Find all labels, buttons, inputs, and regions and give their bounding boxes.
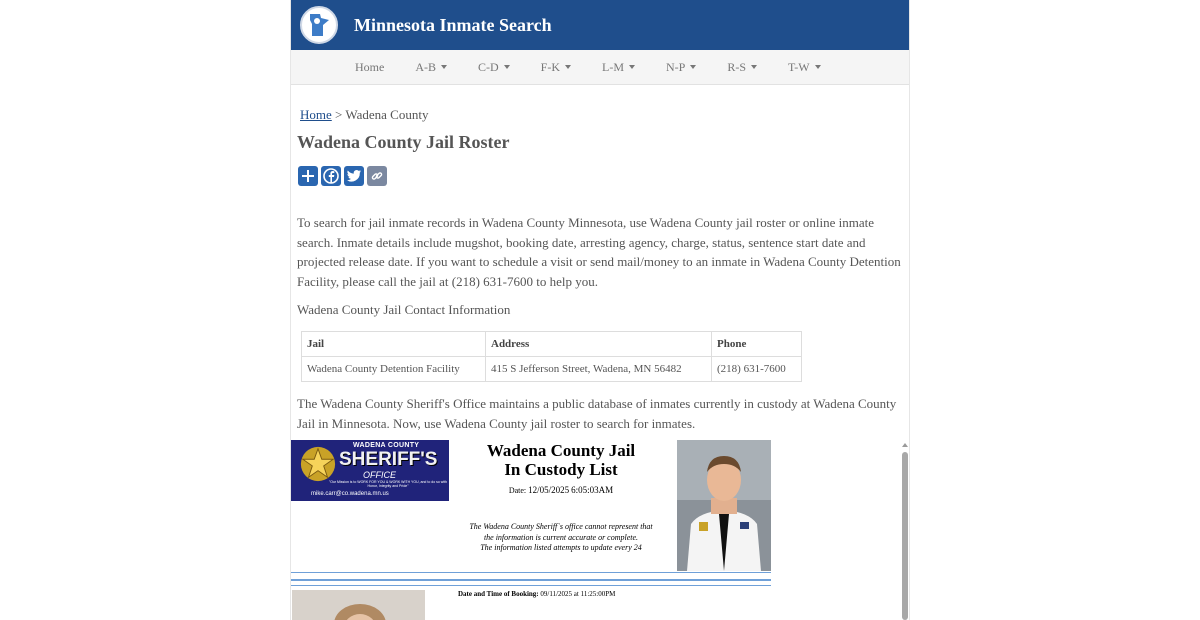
share-buttons xyxy=(298,166,390,186)
column-header-phone: Phone xyxy=(712,332,802,357)
badge-mission-text: "Our Mission is to WORK FOR YOU & WORK WITH YOU, and to do so with Honor, Integrity and Pride" xyxy=(329,480,448,488)
badge-county-text: WADENA COUNTY xyxy=(353,442,420,449)
breadcrumb xyxy=(300,107,428,123)
nav-item-l-m[interactable] xyxy=(602,60,635,75)
inmate-photo[interactable] xyxy=(292,590,425,620)
column-header-jail: Jail xyxy=(302,332,486,357)
minnesota-map-icon[interactable] xyxy=(300,6,338,44)
address-cell: 415 S Jefferson Street, Wadena, MN 56482 xyxy=(486,357,712,382)
twitter-icon[interactable] xyxy=(344,166,364,186)
sheriff-office-logo xyxy=(291,440,449,501)
disclaimer-line: The Wadena County Sheriff`s office cannot represent that xyxy=(469,522,653,531)
roster-date xyxy=(456,485,666,495)
caret-down-icon xyxy=(629,65,635,69)
nav-item-label: A-B xyxy=(415,59,436,74)
nav-item-a-b[interactable] xyxy=(415,60,447,75)
main-nav xyxy=(291,50,909,85)
contact-table xyxy=(301,331,802,382)
nav-item-label: C-D xyxy=(478,59,499,74)
intro-paragraph: To search for jail inmate records in Wadena County Minnesota, use Wadena County jail roster or online inmate search. Inmate details include mugshot, booking date, arresting agency, charge, status, sentence start date and projected release date. If you want to schedule a visit or send mail/money to an inmate in Wadena County Detention Facility, please call the jail at (218) 631-7600 to help you. xyxy=(297,215,901,289)
caret-down-icon xyxy=(441,65,447,69)
booking-value: 09/11/2025 at 11:25:00PM xyxy=(540,590,616,598)
facebook-icon[interactable] xyxy=(321,166,341,186)
sheriff-photo xyxy=(677,440,771,571)
time-value: 6:05:03AM xyxy=(571,485,614,495)
roster-title-line1: Wadena County Jail xyxy=(486,441,636,460)
nav-item-label: R-S xyxy=(727,59,747,74)
nav-item-f-k[interactable] xyxy=(541,60,571,75)
badge-email-text: mike.carr@co.wadena.mn.us xyxy=(311,491,389,497)
caret-down-icon xyxy=(565,65,571,69)
nav-item-label: F-K xyxy=(540,59,561,74)
site-header xyxy=(291,0,909,50)
breadcrumb-separator: > xyxy=(335,107,343,122)
nav-item-t-w[interactable] xyxy=(788,60,821,75)
roster-disclaimer xyxy=(446,522,676,554)
nav-item-c-d[interactable] xyxy=(478,60,510,75)
contact-heading: Wadena County Jail Contact Information xyxy=(297,302,511,317)
nav-item-label: Home xyxy=(355,59,385,74)
divider-rule xyxy=(291,572,771,573)
nav-item-r-s[interactable] xyxy=(727,60,757,75)
phone-cell: (218) 631-7600 xyxy=(712,357,802,382)
divider-rule xyxy=(291,585,771,586)
roster-title xyxy=(456,441,666,479)
roster-title-line2: In Custody List xyxy=(504,460,618,479)
badge-sheriffs-text: SHERIFF'S xyxy=(339,449,438,470)
table-row xyxy=(302,357,802,382)
sheriff-star-icon xyxy=(299,445,337,483)
nav-item-label: N-P xyxy=(666,59,686,74)
date-label: Date: xyxy=(508,486,527,495)
roster-embed-frame[interactable] xyxy=(291,440,910,620)
caret-down-icon xyxy=(751,65,757,69)
date-value: 12/05/2025 xyxy=(528,485,570,495)
booking-label: Date and Time of Booking: xyxy=(458,590,539,598)
booking-datetime xyxy=(458,590,615,598)
page-title: Wadena County Jail Roster xyxy=(297,132,510,152)
custody-paragraph: The Wadena County Sheriff's Office maintains a public database of inmates currently in custody at Wadena County Jail in Minnesota. Now, use Wadena County jail roster to search for inmates. xyxy=(297,396,897,431)
nav-item-home[interactable] xyxy=(355,60,384,75)
breadcrumb-home-link[interactable]: Home xyxy=(300,107,332,122)
site-title[interactable]: Minnesota Inmate Search xyxy=(354,14,552,35)
caret-down-icon xyxy=(504,65,510,69)
scroll-up-arrow-icon[interactable] xyxy=(902,443,908,447)
scroll-thumb[interactable] xyxy=(902,452,908,620)
column-header-address: Address xyxy=(486,332,712,357)
disclaimer-line: The information listed attempts to update every 24 xyxy=(480,543,642,552)
disclaimer-line: the information is current accurate or complete. xyxy=(483,532,639,542)
page-container xyxy=(290,0,910,620)
frame-scrollbar[interactable] xyxy=(900,440,910,620)
nav-item-n-p[interactable] xyxy=(666,60,696,75)
caret-down-icon xyxy=(815,65,821,69)
jail-name-cell: Wadena County Detention Facility xyxy=(302,357,486,382)
badge-office-text: OFFICE xyxy=(363,470,396,480)
nav-item-label: L-M xyxy=(602,59,625,74)
share-plus-icon[interactable] xyxy=(298,166,318,186)
caret-down-icon xyxy=(690,65,696,69)
copy-link-icon[interactable] xyxy=(367,166,387,186)
nav-item-label: T-W xyxy=(788,59,810,74)
table-header-row xyxy=(302,332,802,357)
divider-rule xyxy=(291,579,771,581)
breadcrumb-current: Wadena County xyxy=(345,107,429,122)
